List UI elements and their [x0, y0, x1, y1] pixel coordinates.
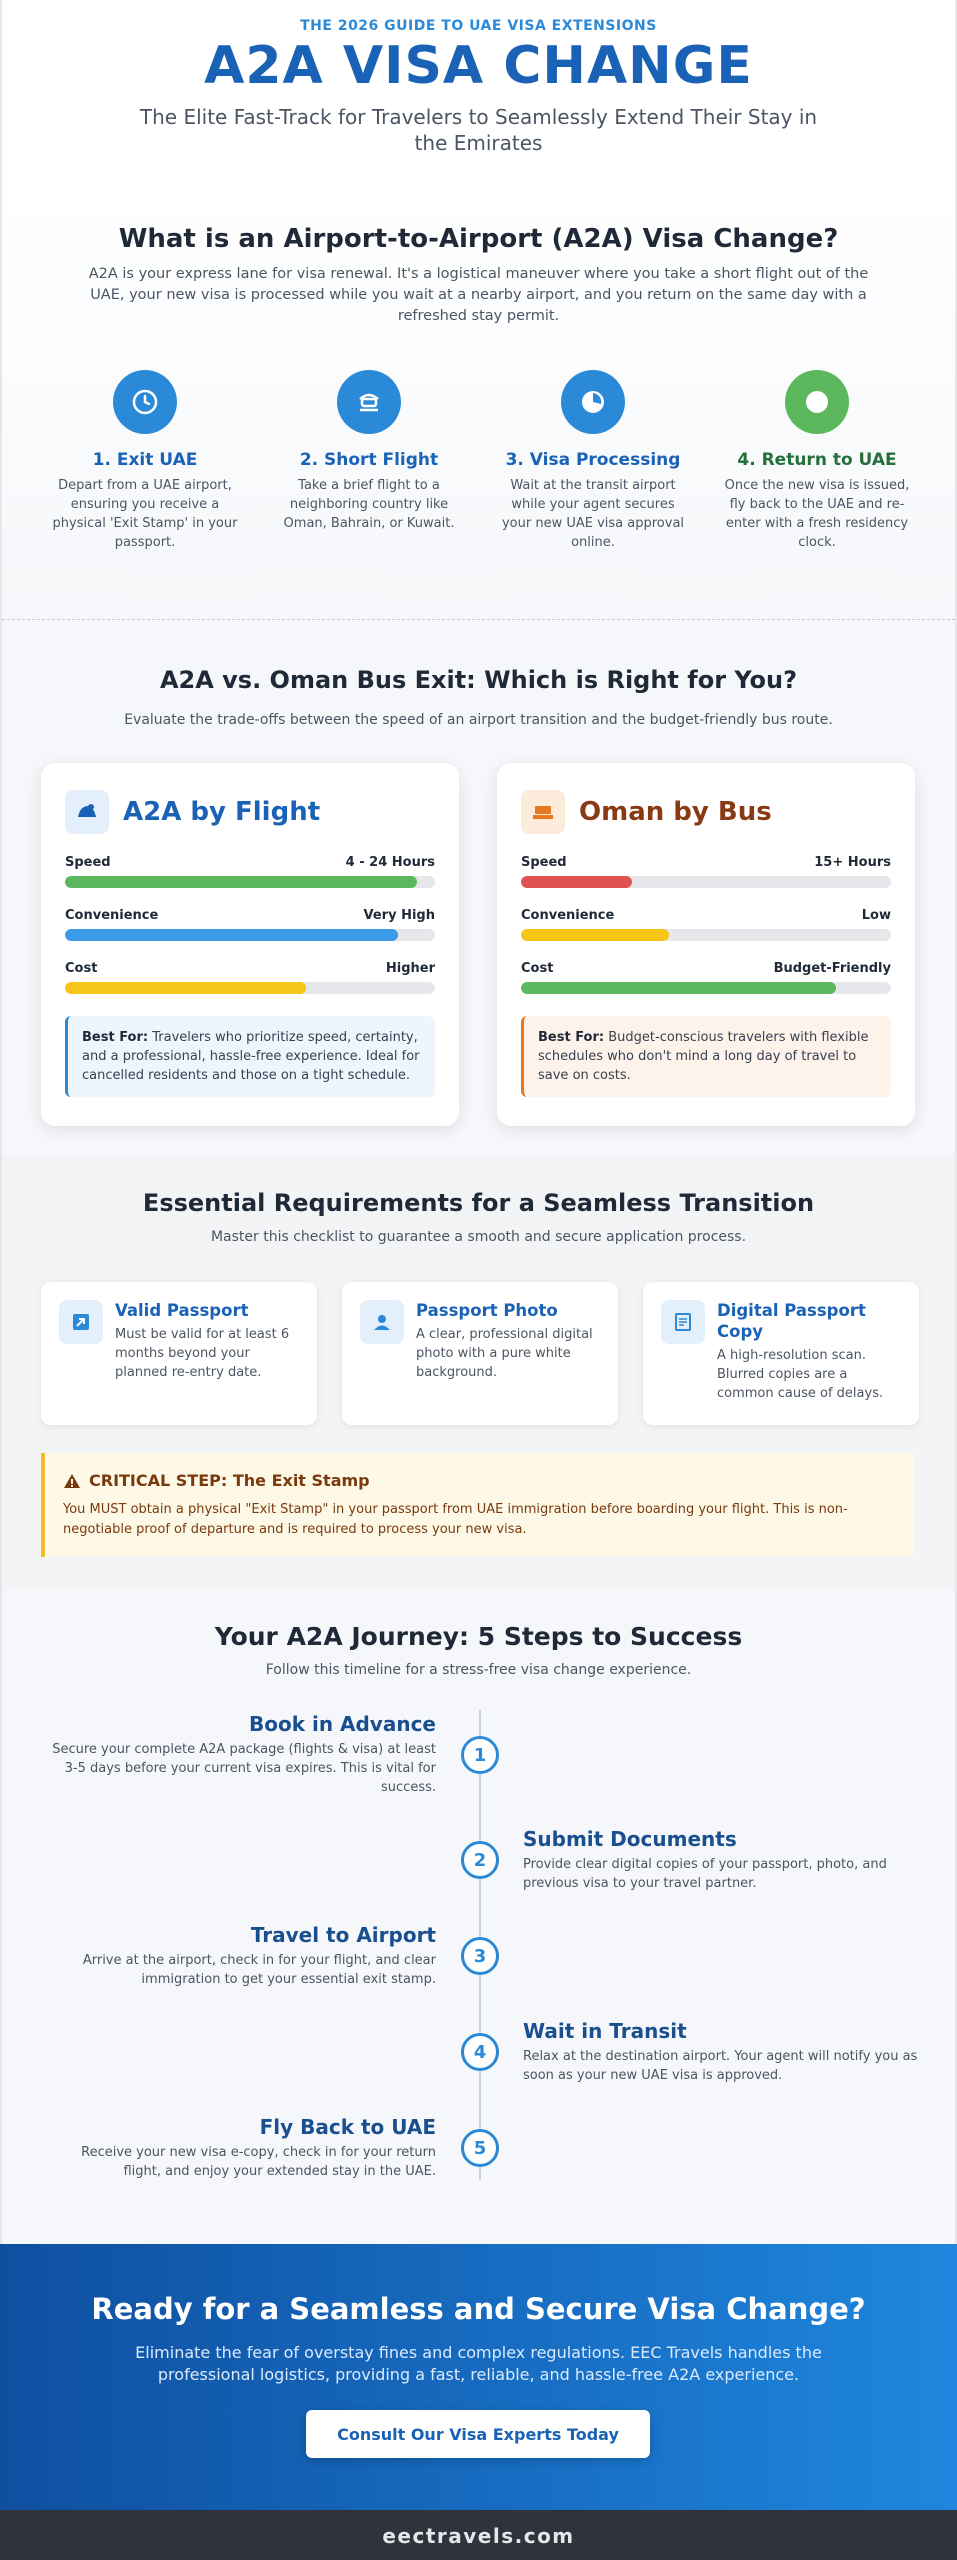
- hero-section: [0, 0, 957, 190]
- metric-bar: [521, 876, 891, 888]
- metric-value: 4 - 24 Hours: [345, 855, 435, 870]
- journey-section: [0, 1590, 957, 2244]
- requirements-description: Master this checklist to guarantee a smooth and secure application process.: [210, 1229, 747, 1245]
- plane-icon: [337, 370, 401, 434]
- timeline-step-text: Arrive at the airport, check in for your flight, and clear immigration to get your essential exit stamp.: [82, 1953, 436, 1987]
- metric-label: Convenience: [521, 908, 615, 923]
- timeline-step-3: [42, 1923, 436, 1989]
- process-step-exit: [50, 370, 240, 552]
- process-step-flight: [274, 370, 464, 533]
- timeline-step-4: [523, 2019, 923, 2085]
- requirement-text: Must be valid for at least 6 months beyond your planned re-entry date.: [115, 1327, 290, 1380]
- metric-bar-fill: [521, 982, 836, 994]
- step-text: Once the new visa is issued, fly back to the UAE and re-enter with a fresh residency clock.: [724, 478, 910, 550]
- a2a-intro-section: [0, 190, 957, 620]
- metric-bar-fill: [65, 982, 306, 994]
- metric-value: Very High: [363, 908, 435, 923]
- best-for-label: Best For:: [82, 1030, 149, 1045]
- metric-bar: [521, 929, 891, 941]
- flight-best-for: [65, 1016, 435, 1097]
- footer-brand: eectravels.com: [382, 2524, 575, 2548]
- metric-label: Cost: [65, 961, 98, 976]
- metric-value: Low: [861, 908, 891, 923]
- metric-bar: [65, 876, 435, 888]
- consult-experts-button[interactable]: Consult Our Visa Experts Today: [306, 2410, 650, 2458]
- timeline-step-title: Travel to Airport: [250, 1923, 436, 1947]
- requirement-text: A clear, professional digital photo with a pure white background.: [416, 1327, 593, 1380]
- timeline-step-5: [42, 2115, 436, 2181]
- flight-option-card: [41, 763, 459, 1126]
- step-title: 3. Visa Processing: [505, 450, 681, 470]
- step-title: 1. Exit UAE: [92, 450, 198, 470]
- bus-icon: [521, 790, 565, 834]
- timeline-step-text: Receive your new visa e-copy, check in for your return flight, and enjoy your extended stay in the UAE.: [81, 2145, 436, 2179]
- metric-bar-fill: [65, 876, 417, 888]
- timeline-step-text: Provide clear digital copies of your passport, photo, and previous visa to your travel partner.: [523, 1857, 887, 1891]
- hero-title: A2A VISA CHANGE: [204, 36, 753, 96]
- document-icon: [661, 1300, 705, 1344]
- step-title: 4. Return to UAE: [737, 450, 897, 470]
- metric-bar: [65, 982, 435, 994]
- step-text: Take a brief flight to a neighboring country like Oman, Bahrain, or Kuwait.: [283, 478, 455, 531]
- requirement-text: A high-resolution scan. Blurred copies are a common cause of delays.: [717, 1348, 884, 1401]
- flight-card-title: A2A by Flight: [123, 797, 321, 827]
- critical-exit-stamp-alert: [41, 1453, 914, 1557]
- step-text: Depart from a UAE airport, ensuring you receive a physical 'Exit Stamp' in your passport.: [52, 478, 238, 550]
- best-for-label: Best For:: [538, 1030, 605, 1045]
- requirement-passport: [41, 1282, 317, 1425]
- intro-title: What is an Airport-to-Airport (A2A) Visa Change?: [118, 224, 839, 254]
- timeline-node-4: 4: [461, 2033, 499, 2071]
- journey-description: Follow this timeline for a stress-free visa change experience.: [265, 1662, 692, 1678]
- best-for-text: Budget-conscious travelers with flexible schedules who don't mind a long day of travel to save on costs.: [538, 1030, 869, 1083]
- bus-metric-cost: [521, 961, 891, 994]
- metric-bar-fill: [521, 929, 669, 941]
- cta-section: [0, 2244, 957, 2510]
- plane-icon: [65, 790, 109, 834]
- metric-label: Speed: [521, 855, 567, 870]
- timeline-step-text: Secure your complete A2A package (flights & visa) at least 3-5 days before your current visa expires. This is vital for success.: [52, 1742, 436, 1795]
- hero-kicker: THE 2026 GUIDE TO UAE VISA EXTENSIONS: [300, 18, 657, 34]
- metric-bar: [521, 982, 891, 994]
- hero-subtitle: The Elite Fast-Track for Travelers to Seamlessly Extend Their Stay in the Emirates: [139, 105, 818, 155]
- bus-metric-speed: [521, 855, 891, 888]
- timeline-node-3: 3: [461, 1937, 499, 1975]
- comparison-section: [0, 620, 957, 1155]
- passport-icon: [59, 1300, 103, 1344]
- bus-option-card: [497, 763, 915, 1126]
- compare-description: Evaluate the trade-offs between the speed of an airport transition and the budget-friendly bus route.: [124, 712, 833, 728]
- metric-bar: [65, 929, 435, 941]
- requirement-photo: [342, 1282, 618, 1425]
- metric-value: Higher: [385, 961, 435, 976]
- step-title: 2. Short Flight: [299, 450, 439, 470]
- requirements-title: Essential Requirements for a Seamless Transition: [142, 1189, 815, 1217]
- cta-title: Ready for a Seamless and Secure Visa Change?: [91, 2292, 866, 2326]
- flight-metric-cost: [65, 961, 435, 994]
- metric-label: Convenience: [65, 908, 159, 923]
- metric-bar-fill: [65, 929, 398, 941]
- intro-description: A2A is your express lane for visa renewal. It's a logistical maneuver where you take a short flight out of the UAE, your new visa is processed while you wait at a nearby airport, and you return on the same day with a refreshed stay permit.: [88, 266, 869, 324]
- metric-bar-fill: [521, 876, 632, 888]
- clock-icon: [113, 370, 177, 434]
- bus-card-title: Oman by Bus: [579, 797, 772, 827]
- cta-description: Eliminate the fear of overstay fines and complex regulations. EEC Travels handles the professional logistics, providing a fast, reliable, and hassle-free A2A experience.: [135, 2343, 822, 2384]
- timeline-step-text: Relax at the destination airport. Your agent will notify you as soon as your new UAE visa is approved.: [523, 2049, 918, 2083]
- timeline-node-2: 2: [461, 1841, 499, 1879]
- compare-title: A2A vs. Oman Bus Exit: Which is Right for You?: [159, 666, 798, 694]
- journey-title: Your A2A Journey: 5 Steps to Success: [214, 1622, 743, 1651]
- metric-value: Budget-Friendly: [773, 961, 891, 976]
- flight-metric-speed: [65, 855, 435, 888]
- requirement-title: Digital Passport Copy: [717, 1301, 866, 1341]
- timeline-node-5: 5: [461, 2129, 499, 2167]
- timeline-step-1: [42, 1712, 436, 1797]
- timeline-step-title: Wait in Transit: [523, 2019, 687, 2043]
- requirement-title: Passport Photo: [416, 1301, 558, 1320]
- timeline-step-title: Book in Advance: [248, 1712, 436, 1736]
- timeline-step-title: Submit Documents: [523, 1827, 737, 1851]
- process-step-return: [722, 370, 912, 552]
- metric-label: Speed: [65, 855, 111, 870]
- critical-text: You MUST obtain a physical "Exit Stamp" in your passport from UAE immigration before boarding your flight. This is non-negotiable proof of departure and is required to process your new visa.: [63, 1502, 848, 1537]
- timeline-step-title: Fly Back to UAE: [259, 2115, 436, 2139]
- bus-best-for: [521, 1016, 891, 1097]
- pie-clock-icon: [561, 370, 625, 434]
- critical-title: CRITICAL STEP: The Exit Stamp: [89, 1471, 370, 1490]
- warning-icon: [63, 1473, 81, 1489]
- timeline-node-1: 1: [461, 1736, 499, 1774]
- timeline-step-2: [523, 1827, 923, 1893]
- flight-metric-convenience: [65, 908, 435, 941]
- footer: [0, 2510, 957, 2560]
- requirement-title: Valid Passport: [115, 1301, 249, 1320]
- check-circle-icon: [785, 370, 849, 434]
- step-text: Wait at the transit airport while your agent secures your new UAE visa approval online.: [501, 478, 685, 550]
- process-step-processing: [498, 370, 688, 552]
- bus-metric-convenience: [521, 908, 891, 941]
- best-for-text: Travelers who prioritize speed, certainty, and a professional, hassle-free experience. Ideal for cancelled residents and those on a tight schedule.: [82, 1030, 420, 1083]
- person-icon: [360, 1300, 404, 1344]
- metric-value: 15+ Hours: [814, 855, 891, 870]
- requirements-section: [0, 1155, 957, 1590]
- requirement-copy: [643, 1282, 919, 1425]
- metric-label: Cost: [521, 961, 554, 976]
